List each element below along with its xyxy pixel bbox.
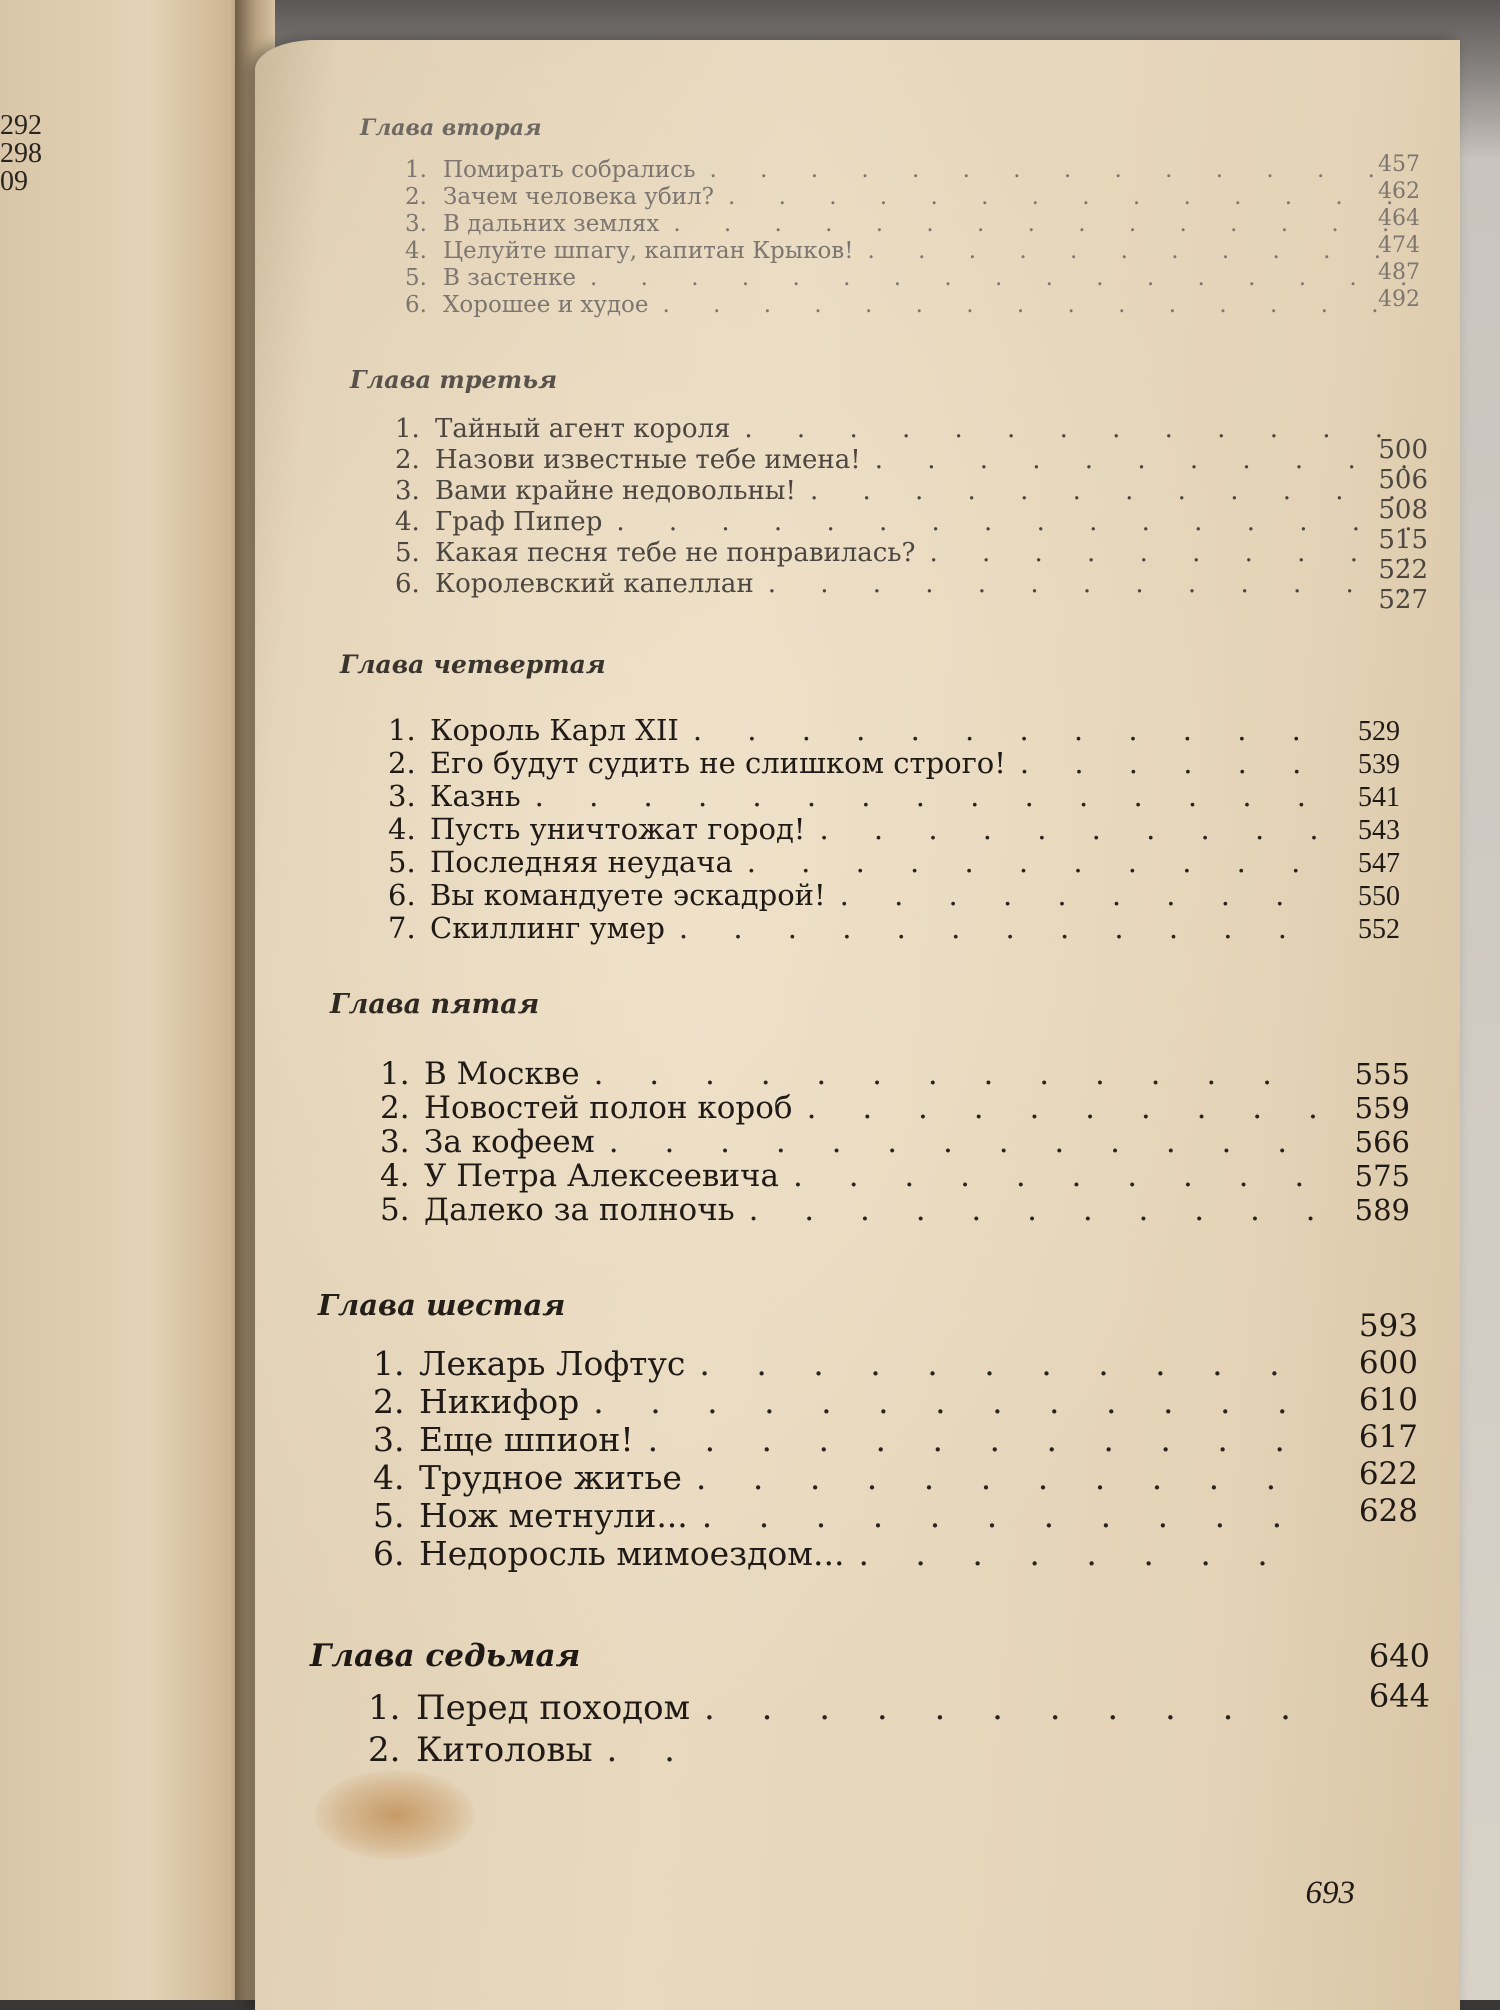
page-number: 622 (1358, 1456, 1418, 1492)
page-number: 508 (1378, 495, 1428, 525)
toc-entry (360, 238, 1410, 265)
dot-leader (875, 445, 1410, 475)
toc-entry (330, 1192, 1400, 1226)
entry-number: 4. (380, 1158, 410, 1194)
entry-title: Китоловы (416, 1730, 593, 1770)
entry-number: 5. (395, 538, 420, 568)
left-page (0, 0, 250, 2000)
dot-leader (662, 292, 1410, 318)
dot-leader (590, 265, 1410, 291)
entry-number: 4. (388, 812, 416, 846)
toc-entry (350, 538, 1410, 569)
chapter-title: Глава шестая (318, 1288, 566, 1322)
entry-number: 1. (405, 157, 427, 183)
page-column (1348, 1308, 1418, 1530)
page-number: 589 (1354, 1193, 1410, 1227)
dot-leader (535, 779, 1330, 813)
dot-leader (648, 1420, 1308, 1459)
entry-number: 3. (388, 779, 416, 813)
dot-leader (679, 911, 1330, 945)
dot-leader (744, 414, 1410, 444)
entry-title: Помирать собрались (443, 157, 696, 183)
chapter-sixth (318, 1288, 1418, 1573)
entry-title: Пусть уничтожат город! (430, 812, 806, 846)
entry-title: Нож метнули... (419, 1496, 688, 1535)
toc-entry (350, 414, 1410, 445)
entry-number: 7. (388, 911, 416, 945)
entry-title: Какая песня тебе не понравилась? (435, 538, 916, 568)
entry-number: 6. (388, 878, 416, 912)
entry-title: Королевский капеллан (435, 569, 754, 599)
entry-number: 1. (373, 1344, 405, 1383)
page-number: 541 (1358, 782, 1400, 813)
entry-number: 6. (405, 292, 427, 318)
dot-leader (704, 1688, 1290, 1728)
toc-entry (310, 1688, 1400, 1730)
page-number: 640 (1368, 1637, 1430, 1675)
dot-leader (868, 238, 1411, 264)
chapter-fourth (340, 650, 1400, 944)
dot-leader (747, 845, 1330, 879)
page-number: 547 (1358, 848, 1400, 879)
toc-entry (340, 746, 1400, 779)
toc-entry (360, 157, 1410, 184)
page-stain (315, 1770, 475, 1860)
page-number: 543 (1358, 815, 1400, 846)
toc-entry (340, 845, 1400, 878)
dot-leader (1020, 746, 1330, 780)
dot-leader (807, 1090, 1320, 1126)
entry-title: Новостей полон короб (424, 1090, 793, 1126)
page-number: 464 (1378, 206, 1420, 231)
dot-leader (793, 1158, 1320, 1194)
chapter-title: Глава седьмая (310, 1638, 581, 1674)
page-number: 474 (1378, 233, 1420, 258)
page-number: 559 (1354, 1091, 1410, 1125)
chapter-title: Глава вторая (360, 115, 542, 141)
page-number: 566 (1354, 1125, 1410, 1159)
entry-title: В Москве (424, 1056, 580, 1092)
chapter-title: Глава третья (350, 365, 558, 394)
dot-leader (929, 538, 1410, 568)
toc-entry (340, 911, 1400, 944)
toc-entry (360, 184, 1410, 211)
page-number: 539 (1358, 749, 1400, 780)
toc-entry (310, 1730, 1400, 1772)
entry-number: 4. (395, 507, 420, 537)
dot-leader (616, 507, 1410, 537)
page-number: 462 (1378, 179, 1420, 204)
entry-title: В застенке (443, 265, 577, 291)
entry-number: 2. (380, 1090, 410, 1126)
entry-number: 1. (388, 713, 416, 747)
page-number: 487 (1378, 260, 1420, 285)
entry-title: Вами крайне недовольны! (435, 476, 796, 506)
entry-title: Скиллинг умер (430, 911, 665, 945)
chapter-fifth (330, 989, 1410, 1228)
entry-title: Последняя неудача (430, 845, 733, 879)
entry-title: Тайный агент короля (435, 414, 731, 444)
toc-entry (330, 1056, 1400, 1090)
entry-title: Вы командуете эскадрой! (430, 878, 826, 912)
page-number: 506 (1378, 465, 1428, 495)
chapter-title: Глава пятая (330, 989, 540, 1020)
entry-number: 3. (395, 476, 420, 506)
toc-entry (318, 1420, 1398, 1458)
toc-entry (360, 211, 1410, 238)
entry-title: Граф Пипер (435, 507, 603, 537)
entry-number: 4. (405, 238, 427, 264)
dot-leader (693, 713, 1330, 747)
toc-entry (360, 292, 1410, 319)
entry-number: 3. (380, 1124, 410, 1160)
page-number: 500 (1378, 435, 1428, 465)
entry-number: 4. (373, 1458, 405, 1497)
page-number: 522 (1378, 555, 1428, 585)
page-number: 555 (1354, 1057, 1410, 1091)
dot-leader (696, 1458, 1308, 1497)
entry-title: Трудное житье (419, 1458, 682, 1497)
page-number: 529 (1358, 716, 1400, 747)
entry-number: 2. (395, 445, 420, 475)
page-number: 552 (1358, 914, 1400, 945)
entry-title: Назови известные тебе имена! (435, 445, 861, 475)
dot-leader (594, 1056, 1320, 1092)
toc-entry (330, 1090, 1400, 1124)
page-number: 550 (1358, 881, 1400, 912)
entry-title: Казнь (430, 779, 521, 813)
toc-entry (350, 445, 1410, 476)
left-page-number: 292 (0, 110, 42, 141)
entry-title: Недоросль мимоездом... (419, 1534, 845, 1573)
entry-title: Хорошее и худое (443, 292, 649, 318)
dot-leader (768, 569, 1410, 599)
entry-title: За кофеем (424, 1124, 595, 1160)
entry-title: Далеко за полночь (424, 1192, 735, 1228)
toc-entry (340, 878, 1400, 911)
entry-number: 2. (373, 1382, 405, 1421)
dot-leader (702, 1496, 1308, 1535)
entry-number: 6. (395, 569, 420, 599)
toc-entry (340, 779, 1400, 812)
dot-leader (858, 1534, 1308, 1573)
page-number: 593 (1358, 1308, 1418, 1344)
entry-number: 2. (388, 746, 416, 780)
right-page (255, 40, 1460, 2010)
chapter-seventh (310, 1637, 1430, 1772)
page-number: 600 (1358, 1345, 1418, 1381)
entry-number: 1. (380, 1056, 410, 1092)
toc-entry (350, 476, 1410, 507)
page-number: 527 (1378, 585, 1428, 615)
dot-leader (709, 157, 1410, 183)
left-page-number: 298 (0, 138, 42, 169)
page-number: 644 (1368, 1677, 1430, 1715)
toc-entry (318, 1382, 1398, 1420)
dot-leader (749, 1192, 1320, 1228)
table-of-contents (300, 115, 1430, 1772)
chapter-title: Глава четвертая (340, 650, 606, 679)
dot-leader (699, 1344, 1308, 1383)
entry-title: Его будут судить не слишком строго! (430, 746, 1006, 780)
page-number: 628 (1358, 1493, 1418, 1529)
dot-leader (819, 812, 1330, 846)
dot-leader (673, 211, 1410, 237)
entry-title: Перед походом (416, 1688, 691, 1728)
page-number: 610 (1358, 1382, 1418, 1418)
page-number: 575 (1354, 1159, 1410, 1193)
toc-entry (340, 713, 1400, 746)
left-page-numbers (0, 112, 60, 196)
entry-number: 5. (373, 1496, 405, 1535)
entry-number: 2. (368, 1730, 401, 1770)
page-number: 457 (1378, 152, 1420, 177)
left-page-number: 09 (0, 166, 28, 197)
page-number: 515 (1378, 525, 1428, 555)
chapter-third (350, 365, 1428, 615)
entry-title: Целуйте шпагу, капитан Крыков! (443, 238, 854, 264)
entry-number: 6. (373, 1534, 405, 1573)
chapter-second (360, 115, 1420, 319)
toc-entry (318, 1458, 1398, 1496)
page-number-footer: 693 (1305, 1875, 1355, 1911)
entry-number: 1. (395, 414, 420, 444)
dot-leader (840, 878, 1330, 912)
toc-entry (350, 569, 1410, 600)
page-column (1340, 1057, 1410, 1227)
entry-number: 5. (380, 1192, 410, 1228)
page-column (1368, 435, 1428, 615)
entry-number: 5. (388, 845, 416, 879)
dot-leader (609, 1124, 1320, 1160)
entry-number: 5. (405, 265, 427, 291)
entry-title: Лекарь Лофтус (419, 1344, 686, 1383)
toc-entry (330, 1124, 1400, 1158)
toc-entry (360, 265, 1410, 292)
dot-leader (593, 1382, 1308, 1421)
dot-leader (810, 476, 1410, 506)
toc-entry (318, 1496, 1398, 1534)
toc-entry (350, 507, 1410, 538)
entry-number: 2. (405, 184, 427, 210)
toc-entry (318, 1344, 1398, 1382)
dot-leader (728, 184, 1410, 210)
page-number: 617 (1358, 1419, 1418, 1455)
page-column (1360, 1636, 1430, 1716)
page-column (1360, 151, 1420, 313)
dot-leader (607, 1730, 687, 1770)
entry-title: Зачем человека убил? (443, 184, 714, 210)
entry-title: В дальних землях (443, 211, 660, 237)
entry-title: Никифор (419, 1382, 580, 1421)
entry-number: 3. (373, 1420, 405, 1459)
toc-entry (340, 812, 1400, 845)
toc-entry (318, 1534, 1398, 1572)
toc-entry (330, 1158, 1400, 1192)
entry-number: 3. (405, 211, 427, 237)
entry-title: Еще шпион! (419, 1420, 634, 1459)
page-number: 492 (1378, 287, 1420, 312)
entry-title: Король Карл XII (430, 713, 679, 747)
entry-number: 1. (368, 1688, 401, 1728)
entry-title: У Петра Алексеевича (424, 1158, 780, 1194)
